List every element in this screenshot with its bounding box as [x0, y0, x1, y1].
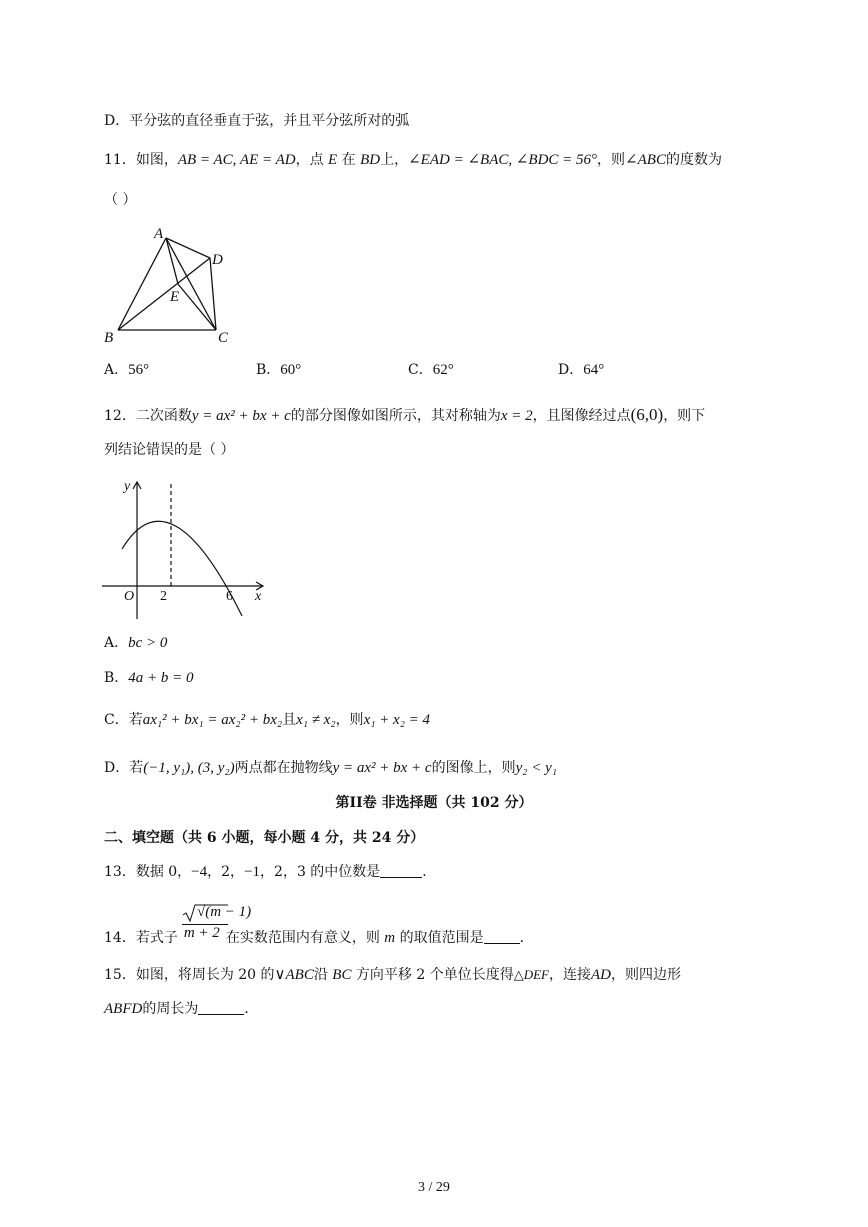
q12-option-b: B．4a + b = 0 [104, 670, 194, 686]
q11-option-d: D．64° [558, 362, 605, 378]
section-heading: 二、填空题（共 6 小题，每小题 4 分，共 24 分） [104, 830, 425, 846]
q11-label-a: A [154, 226, 164, 242]
q12-graph [98, 476, 273, 621]
q13-blank[interactable] [380, 863, 422, 878]
q11-label-e: E [170, 289, 180, 305]
q13: 13．数据 0，−4，2，−1，2，3 的中位数是 ． [104, 864, 437, 880]
q12-label-6: 6 [226, 589, 233, 604]
q12-option-a: A．bc > 0 [104, 635, 168, 651]
q12-option-c: C．若ax₁² + bx₁ = ax₂² + bx₂且x₁ ≠ x₂，则x₁ + x₂ = 4 [104, 712, 431, 728]
q14: 14．若式子 m + 2 在实数范围内有意义，则 m 的取值范围是 ． [104, 925, 534, 946]
q12-option-d: D．若(−1, y₁), (3, y₂)两点都在抛物线y = ax² + bx + c的图像上，则y₂ < y₁ [104, 760, 557, 776]
q12-stem-line2: 列结论错误的是（ ） [104, 442, 235, 458]
q12-label-2: 2 [160, 589, 167, 604]
q11-option-a: A．56° [104, 362, 150, 378]
section-title: 第II卷 非选择题（共 102 分） [335, 795, 533, 811]
q12-label-x: x [255, 589, 262, 604]
q14-blank[interactable] [484, 929, 520, 944]
q12-label-y: y [124, 479, 131, 494]
q11-figure [98, 222, 238, 347]
q11-option-c: C．62° [408, 362, 454, 378]
q10-option-d: D．平分弦的直径垂直于弦，并且平分弦所对的弧 [104, 113, 410, 129]
page-number: 3 / 29 [418, 1180, 450, 1195]
q12-label-o: O [124, 589, 135, 604]
q11-paren: （ ） [104, 192, 137, 208]
q11-label-c: C [218, 330, 229, 346]
q11-option-b: B．60° [256, 362, 302, 378]
q11-label-b: B [104, 330, 114, 346]
q15-line1: 15．如图，将周长为 20 的∨ABC沿 BC 方向平移 2 个单位长度得△DEF，连接AD，则四边形 [104, 967, 682, 983]
q15-blank[interactable] [198, 1000, 244, 1015]
q11-label-d: D [212, 252, 223, 268]
q15-line2: ABFD的周长为 ． [104, 1001, 259, 1017]
q11-stem: 11．如图，AB = AC, AE = AD，点 E 在 BD上，∠EAD = ∠BAC, ∠BDC = 56°，则∠ABC的度数为 [104, 152, 722, 168]
q12-stem: 12．二次函数y = ax² + bx + c的部分图像如图所示，其对称轴为x = 2，且图像经过点(6,0)，则下 [104, 405, 706, 424]
